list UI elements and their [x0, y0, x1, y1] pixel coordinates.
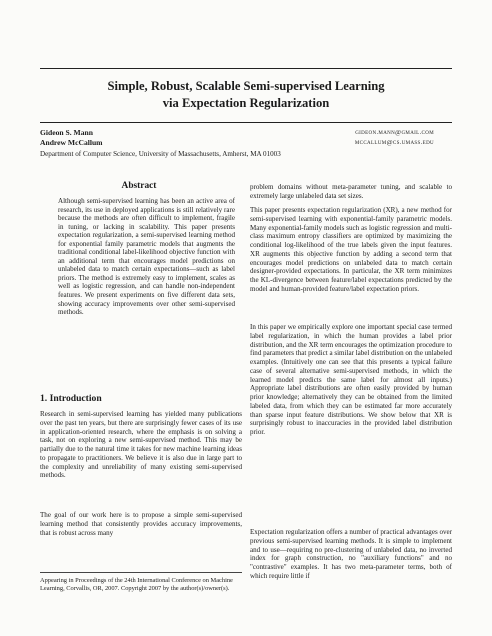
- paragraph: Research in semi-supervised learning has yielded many publications over the past ten years, but there are surprisingly fewer cases of its use in application-oriented research, where the emphasis is on solving a task, not on exploring a new semi-supervised method. This may be partially due to the natural time it takes for new machine learning ideas to propagate to practitioners. We believe it is also due in large part to the complexity and unreliability of many existing semi-supervised methods.: [40, 410, 242, 480]
- author-email: gideon.mann@gmail.com: [355, 129, 434, 136]
- author-name: Gideon S. Mann: [40, 128, 93, 137]
- paper-title: [40, 68, 452, 123]
- affiliation: Department of Computer Science, University of Massachusetts, Amherst, MA 01003: [40, 150, 281, 158]
- paragraph: The goal of our work here is to propose a simple semi-supervised learning method that consistently provides accuracy improvements, that is robust across many: [40, 511, 242, 537]
- author-email: mccallum@cs.umass.edu: [354, 139, 434, 146]
- abstract-heading: Abstract: [121, 181, 157, 191]
- section-heading: 1. Introduction: [40, 393, 102, 404]
- abstract-text: Although semi-supervised learning has been an active area of research, its use in deployed applications is still relatively rare because the methods are often difficult to implement, fragile in tuning, or lacking in scalability. This paper presents expectation regularization, a semi-supervised learning method for exponential family parametric models that augments the traditional conditional label-likelihood objective function with an additional term that encourages model predictions on unlabeled data to match certain expectations—such as label priors. The method is extremely easy to implement, scales as well as logistic regression, and can handle non-independent features. We present experiments on five different data sets, showing accuracy improvements over other semi-supervised methods.: [58, 197, 235, 317]
- paragraph: This paper presents expectation regularization (XR), a new method for semi-supervised learning with exponential-family parametric models. Many exponential-family models such as logistic regression and multi-class maximum entropy classifiers are optimized by maximizing the conditional log-likelihood of the true labels given the input features. XR augments this objective function by adding a second term that encourages model predictions on unlabeled data to match certain designer-provided expectations. In particular, the XR term minimizes the KL-divergence between feature/label expectations predicted by the model and human-provided feature/label expectation priors.: [250, 206, 452, 293]
- paragraph: Expectation regularization offers a number of practical advantages over previous semi-supervised learning methods. It is simple to implement and to use—requiring no pre-clustering of unlabeled data, no inverted index for graph construction, no "auxiliary functions" and no "contrastive" examples. It has two meta-parameter terms, both of which require little if: [250, 528, 452, 580]
- title-line-2: via Expectation Regularization: [162, 96, 330, 110]
- title-line-1: Simple, Robust, Scalable Semi-supervised Learning: [107, 79, 385, 93]
- footnote: Appearing in Proceedings of the 24th International Conference on Machine Learning, Corvallis, OR, 2007. Copyright 2007 by the author(s)/owner(s).: [40, 572, 242, 592]
- paragraph: In this paper we empirically explore one important special case termed label regularization, in which the human provides a label prior distribution, and the XR term encourages the optimization procedure to find parameters that predict a similar label distribution on the unlabeled examples. (Intuitively one can see that this presents a typical failure case of several alternative semi-supervised methods, in which the learned model predicts the same label for almost all inputs.) Appropriate label distributions are often easily provided by human prior knowledge; alternatively they can be obtained from the limited labeled data, from which they can be estimated far more accurately than sparse input feature distributions. We show below that XR is surprisingly robust to inaccuracies in the provided label distribution prior.: [250, 323, 452, 436]
- author-name: Andrew McCallum: [40, 138, 103, 147]
- paragraph: problem domains without meta-parameter tuning, and scalable to extremely large unlabeled data set sizes.: [250, 183, 452, 200]
